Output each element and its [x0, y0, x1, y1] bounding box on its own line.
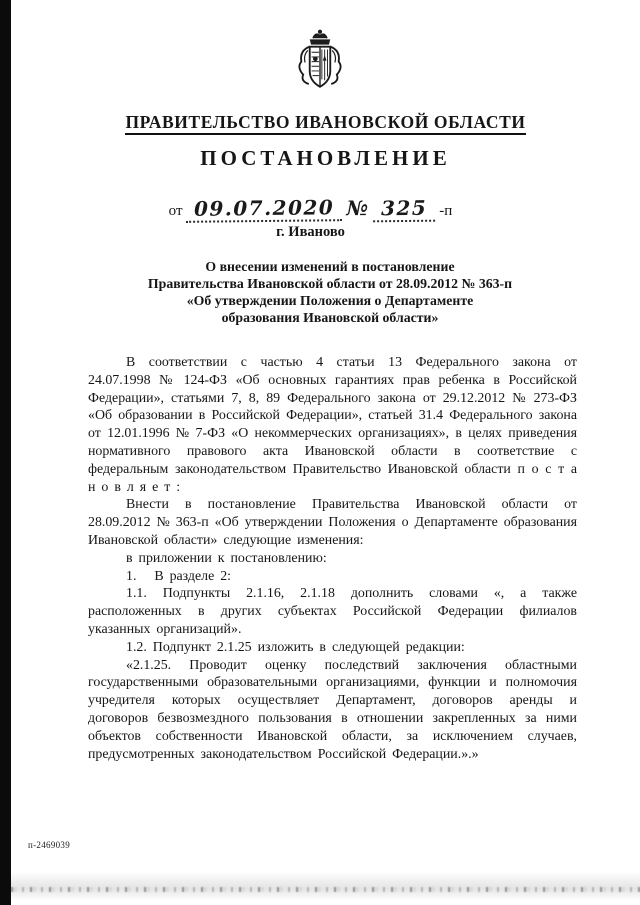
document-body — [88, 354, 577, 763]
city-label: г. Иваново — [276, 224, 345, 240]
handwritten-date: 09.07.2020 — [194, 195, 335, 221]
document-subject — [60, 258, 600, 326]
date-prefix-label: от — [168, 203, 183, 219]
paragraph: «2.1.25. Проводит оценку последствий заключения областными государственными образовательными организациями, функции и полномочия учредителя которых осуществляет Департамент, договоров аренды и договоров безвозмездного пользования в отношении закрепленных за ними объектов собственности Ивановской области, за исключением случаев, предусмотренных законодательством Российской Федерации.».» — [88, 657, 577, 762]
subject-line: «Об утверждении Положения о Департаменте — [186, 293, 474, 308]
organization-title — [11, 112, 640, 133]
paragraph: 1.2. Подпункт 2.1.25 изложить в следующей редакции: — [126, 639, 465, 655]
subject-line: Правительства Ивановской области от 28.09.2012 № 363-п — [147, 276, 513, 291]
date-number-line — [11, 196, 610, 222]
registration-code: п-2469039 — [28, 840, 71, 850]
number-sign: № — [346, 196, 370, 220]
scan-edge-artifact — [0, 0, 11, 905]
scan-noise-artifact — [11, 878, 640, 898]
paragraph: Внести в постановление Правительства Ивановской области от 28.09.2012 № 363-п «Об утверждении Положения о Департаменте образования Ивановской области» следующие изменения: — [88, 497, 577, 548]
document-type-title: ПОСТАНОВЛЕНИЕ — [200, 146, 451, 170]
paragraph: 1.1. Подпункты 2.1.16, 2.1.18 дополнить словами «, а также расположенных в других субъектах Российской Федерации филиалов указанных организаций». — [88, 586, 577, 637]
coat-of-arms-icon — [292, 26, 348, 100]
paragraph: в приложении к постановлению: — [126, 550, 327, 566]
handwritten-number: 325 — [381, 195, 428, 221]
paragraph: 1. В разделе 2: — [126, 568, 232, 584]
subject-line: образования Ивановской области» — [221, 310, 439, 325]
number-blank — [373, 196, 436, 223]
date-blank — [186, 195, 343, 223]
number-suffix-label: -п — [439, 203, 453, 219]
subject-line: О внесении изменений в постановление — [205, 259, 455, 274]
organization-title-text: ПРАВИТЕЛЬСТВО ИВАНОВСКОЙ ОБЛАСТИ — [125, 112, 525, 135]
paragraph: В соответствии с частью 4 статьи 13 Федерального закона от 24.07.1998 № 124-ФЗ «Об основных гарантиях прав ребенка в Российской Федерации», статьями 7, 8, 89 Федерального закона от 29.12.2012 № 273-ФЗ «Об образовании в Российской Федерации», статьей 31.4 Федерального закона от 12.01.1996 № 7-ФЗ «О некоммерческих организациях», в целях приведения нормативного правового акта Ивановской области в соответствие с федеральным законодательством Правительство Ивановской области п о с т а н о в л я е т : — [88, 355, 577, 495]
